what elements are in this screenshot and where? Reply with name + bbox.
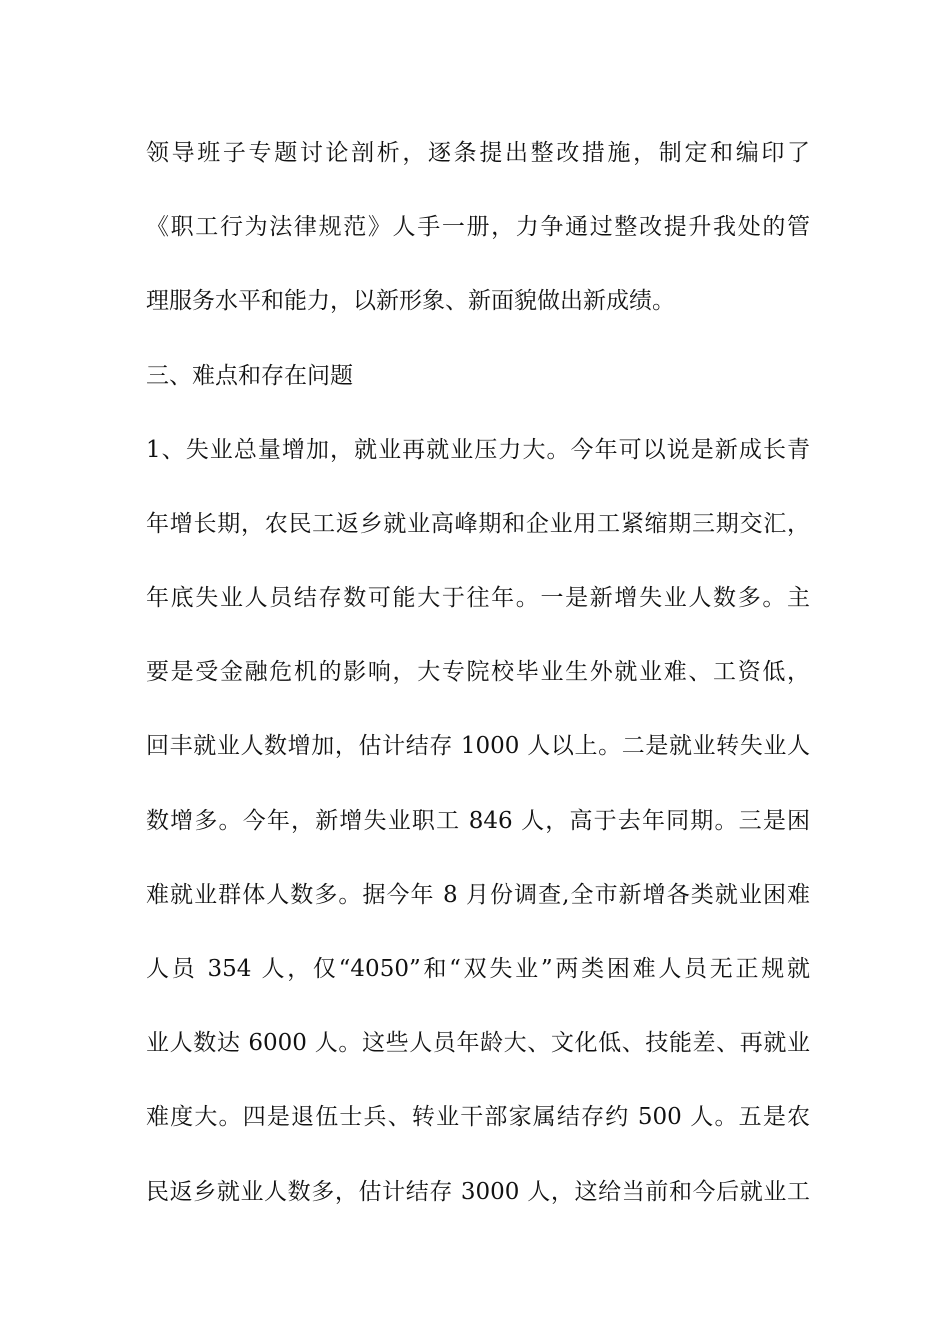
paragraph-line: 领导班子专题讨论剖析，逐条提出整改措施，制定和编印了 bbox=[146, 140, 810, 166]
paragraph-line: 人员 354 人，仅“4050”和“双失业”两类困难人员无正规就 bbox=[146, 956, 810, 982]
paragraph-line: 难度大。四是退伍士兵、转业干部家属结存约 500 人。五是农 bbox=[146, 1104, 810, 1130]
paragraph-line: 业人数达 6000 人。这些人员年龄大、文化低、技能差、再就业 bbox=[146, 1030, 810, 1056]
paragraph-line: 理服务水平和能力，以新形象、新面貌做出新成绩。 bbox=[146, 288, 675, 314]
paragraph-line: 难就业群体人数多。据今年 8 月份调查,全市新增各类就业困难 bbox=[146, 882, 810, 908]
paragraph-line: 数增多。今年，新增失业职工 846 人，高于去年同期。三是困 bbox=[146, 808, 810, 834]
paragraph-line: 回丰就业人数增加，估计结存 1000 人以上。二是就业转失业人 bbox=[146, 733, 810, 759]
paragraph-line: 要是受金融危机的影响，大专院校毕业生外就业难、工资低， bbox=[146, 659, 810, 685]
paragraph-line: 民返乡就业人数多，估计结存 3000 人，这给当前和今后就业工 bbox=[146, 1179, 810, 1205]
paragraph-line: 年底失业人员结存数可能大于往年。一是新增失业人数多。主 bbox=[146, 585, 810, 611]
paragraph-line: 《职工行为法律规范》人手一册，力争通过整改提升我处的管 bbox=[146, 214, 810, 240]
paragraph-line: 1、失业总量增加，就业再就业压力大。今年可以说是新成长青 bbox=[146, 437, 810, 463]
section-heading: 三、难点和存在问题 bbox=[146, 363, 353, 389]
paragraph-line: 年增长期，农民工返乡就业高峰期和企业用工紧缩期三期交汇， bbox=[146, 511, 810, 537]
